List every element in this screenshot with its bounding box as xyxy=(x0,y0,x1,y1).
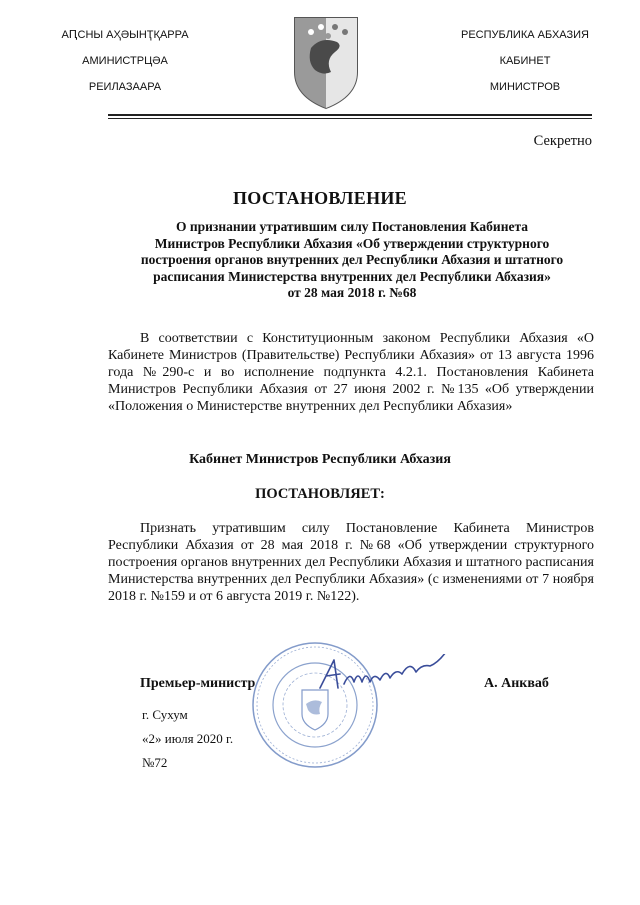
header-left-line-2: АМИНИСТРЦӘА xyxy=(82,55,168,67)
header-left-line-1: АԤСНЫ АҲӘЫНҬҚАРРА xyxy=(61,29,189,41)
issuing-body: Кабинет Министров Республики Абхазия xyxy=(189,452,451,467)
signatory-title: Премьер-министр xyxy=(140,676,256,691)
header-right-line-1: РЕСПУБЛИКА АБХАЗИЯ xyxy=(460,29,589,41)
header-right-line-3: МИНИСТРОВ xyxy=(489,81,561,93)
state-emblem-icon xyxy=(291,14,361,110)
header-left-line-3: РЕИЛАЗААРА xyxy=(88,81,162,93)
decision-paragraph: Признать утратившим силу Постановление Кабинета Министров Республики Абхазия от 28 мая 2018 г. №68 «Об утверждении структурного построения органов внутренних дел Республики Абхазия и штатного расписания Министерства внутренних дел Республики Абхазия» (с изменениями от 7 ноября 2018 г. №159 и от 6 августа 2019 г. №122). xyxy=(108,521,594,604)
subject-line-1: О признании утратившим силу Постановления Кабинета xyxy=(175,219,529,234)
subject-line-5: от 28 мая 2018 г. №68 xyxy=(287,285,417,300)
document-title: ПОСТАНОВЛЕНИЕ xyxy=(233,188,407,208)
classification-mark: Секретно xyxy=(533,133,592,149)
subject-line-3: построения органов внутренних дел Республики Абхазия и штатного xyxy=(140,252,564,267)
signature-icon xyxy=(316,654,464,698)
header-right-line-2: КАБИНЕТ xyxy=(499,55,551,67)
issue-date: «2» июля 2020 г. xyxy=(142,731,234,746)
issue-city: г. Сухум xyxy=(142,707,188,722)
subject-line-2: Министров Республики Абхазия «Об утверждении структурного xyxy=(154,235,550,251)
document-subject xyxy=(110,219,594,302)
header-right-block xyxy=(430,22,620,100)
document-number: №72 xyxy=(142,755,168,770)
header-rule-thick xyxy=(108,114,592,116)
header-rule-thin xyxy=(108,118,592,119)
subject-line-4: расписания Министерства внутренних дел Республики Абхазия» xyxy=(153,268,551,284)
decrees-heading: ПОСТАНОВЛЯЕТ: xyxy=(255,486,385,502)
signatory-name: А. Анкваб xyxy=(484,676,549,691)
header-left-block xyxy=(30,22,220,100)
preamble-paragraph: В соответствии с Конституционным законом Республики Абхазия «О Кабинете Министров (Правительстве) Республики Абхазия» от 13 августа 1996 года №290-с и во исполнение подпункта 4.2.1. Постановления Кабинета Министров Республики Абхазия от 27 июня 2002 г. №135 «Об утверждении «Положения о Министерстве внутренних дел Республики Абхазия» xyxy=(108,331,594,414)
